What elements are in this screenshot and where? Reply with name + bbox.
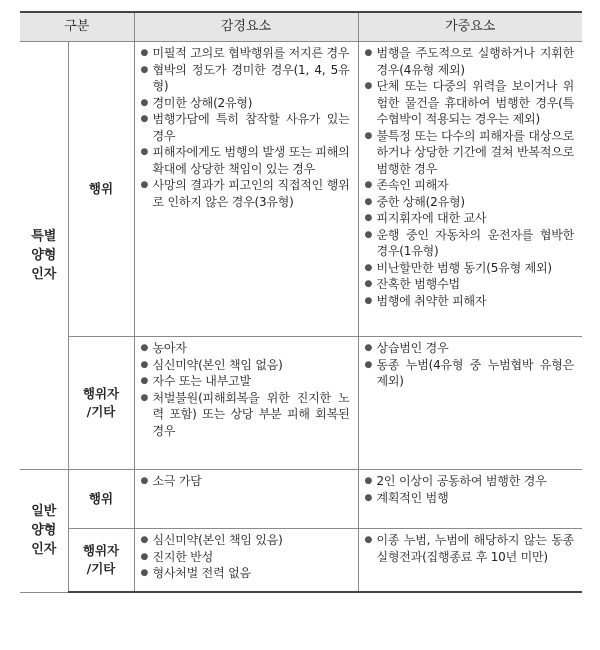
general-actor-aggravating-list — [365, 532, 575, 565]
special-actor-label-line-1: 행위자 — [82, 386, 120, 401]
list-item: ● 피지휘자에 대한 교사 — [365, 210, 575, 227]
list-item: ● 경미한 상해(2유형) — [141, 95, 350, 112]
sentencing-factors-table — [20, 11, 582, 593]
list-item: ● 단체 또는 다중의 위력을 보이거나 위험한 물건을 휴대하여 범행한 경우(특수협박이 적용되는 경우는 제외) — [365, 78, 575, 128]
general-actor-mitigating — [134, 529, 358, 593]
general-factors-label — [20, 470, 68, 593]
special-actor-mitigating — [134, 337, 358, 470]
list-item: ● 범행가담에 특히 참작할 사유가 있는 경우 — [141, 111, 350, 144]
list-item: ● 진지한 반성 — [141, 549, 350, 566]
general-act-mitigating-list — [141, 473, 350, 490]
list-item: ● 소극 가담 — [141, 473, 350, 490]
list-item: ● 형사처벌 전력 없음 — [141, 565, 350, 582]
special-act-label: 행위 — [68, 42, 134, 337]
list-item: ● 동종 누범(4유형 중 누범협박 유형은 제외) — [365, 357, 575, 390]
general-label-line-2: 양형 — [31, 523, 57, 539]
special-actor-aggravating-list — [365, 340, 575, 390]
list-item: ● 잔혹한 범행수법 — [365, 276, 575, 293]
header-mitigating: 감경요소 — [134, 12, 358, 42]
header-division: 구분 — [20, 12, 134, 42]
special-act-aggravating — [358, 42, 582, 337]
list-item: ● 2인 이상이 공동하여 범행한 경우 — [365, 473, 575, 490]
general-actor-mitigating-list — [141, 532, 350, 582]
list-item: ● 미필적 고의로 협박행위를 저지른 경우 — [141, 45, 350, 62]
general-actor-aggravating — [358, 529, 582, 593]
general-actor-label-line-1: 행위자 — [82, 543, 120, 558]
list-item: ● 불특정 또는 다수의 피해자를 대상으로 하거나 상당한 기간에 걸쳐 반복적으로 범행한 경우 — [365, 128, 575, 178]
general-act-mitigating — [134, 470, 358, 529]
list-item: ● 심신미약(본인 책임 있음) — [141, 532, 350, 549]
list-item: ● 계획적인 범행 — [365, 490, 575, 507]
general-act-aggravating — [358, 470, 582, 529]
general-actor-label-line-2: /기타 — [86, 561, 116, 576]
special-actor-mitigating-list — [141, 340, 350, 439]
general-act-row — [20, 470, 582, 529]
header-row — [20, 12, 582, 42]
list-item: ● 사망의 결과가 피고인의 직접적인 행위로 인하지 않은 경우(3유형) — [141, 177, 350, 210]
list-item: ● 협박의 정도가 경미한 경우(1, 4, 5유형) — [141, 62, 350, 95]
sentencing-factors-table-container — [20, 11, 582, 593]
special-label-line-3: 인자 — [31, 267, 57, 282]
list-item: ● 운행 중인 자동차의 운전자를 협박한 경우(1유형) — [365, 227, 575, 260]
special-actor-row — [20, 337, 582, 470]
list-item: ● 중한 상해(2유형) — [365, 194, 575, 211]
special-factors-label — [20, 42, 68, 470]
list-item: ● 존속인 피해자 — [365, 177, 575, 194]
special-label-line-1: 특별 — [31, 229, 57, 244]
special-actor-aggravating — [358, 337, 582, 470]
general-act-aggravating-list — [365, 473, 575, 506]
list-item: ● 처벌불원(피해회복을 위한 진지한 노력 포함) 또는 상당 부분 피해 회복된 경우 — [141, 390, 350, 440]
special-act-aggravating-list — [365, 45, 575, 309]
list-item: ● 이종 누범, 누범에 해당하지 않는 동종 실형전과(집행종료 후 10년 미만) — [365, 532, 575, 565]
list-item: ● 비난할만한 범행 동기(5유형 제외) — [365, 260, 575, 277]
general-actor-row — [20, 529, 582, 593]
list-item: ● 피해자에게도 범행의 발생 또는 피해의 확대에 상당한 책임이 있는 경우 — [141, 144, 350, 177]
list-item: ● 범행에 취약한 피해자 — [365, 293, 575, 310]
general-act-label: 행위 — [68, 470, 134, 529]
list-item: ● 자수 또는 내부고발 — [141, 373, 350, 390]
general-label-line-3: 인자 — [31, 542, 57, 558]
special-label-line-2: 양형 — [31, 248, 57, 263]
header-aggravating: 가중요소 — [358, 12, 582, 42]
special-actor-label — [68, 337, 134, 470]
general-actor-label — [68, 529, 134, 593]
list-item: ● 심신미약(본인 책임 없음) — [141, 357, 350, 374]
list-item: ● 농아자 — [141, 340, 350, 357]
special-actor-label-line-2: /기타 — [86, 404, 116, 419]
general-label-line-1: 일반 — [31, 504, 57, 520]
special-act-mitigating-list — [141, 45, 350, 210]
special-act-mitigating — [134, 42, 358, 337]
list-item: ● 범행을 주도적으로 실행하거나 지휘한 경우(4유형 제외) — [365, 45, 575, 78]
special-act-row — [20, 42, 582, 337]
list-item: ● 상습범인 경우 — [365, 340, 575, 357]
